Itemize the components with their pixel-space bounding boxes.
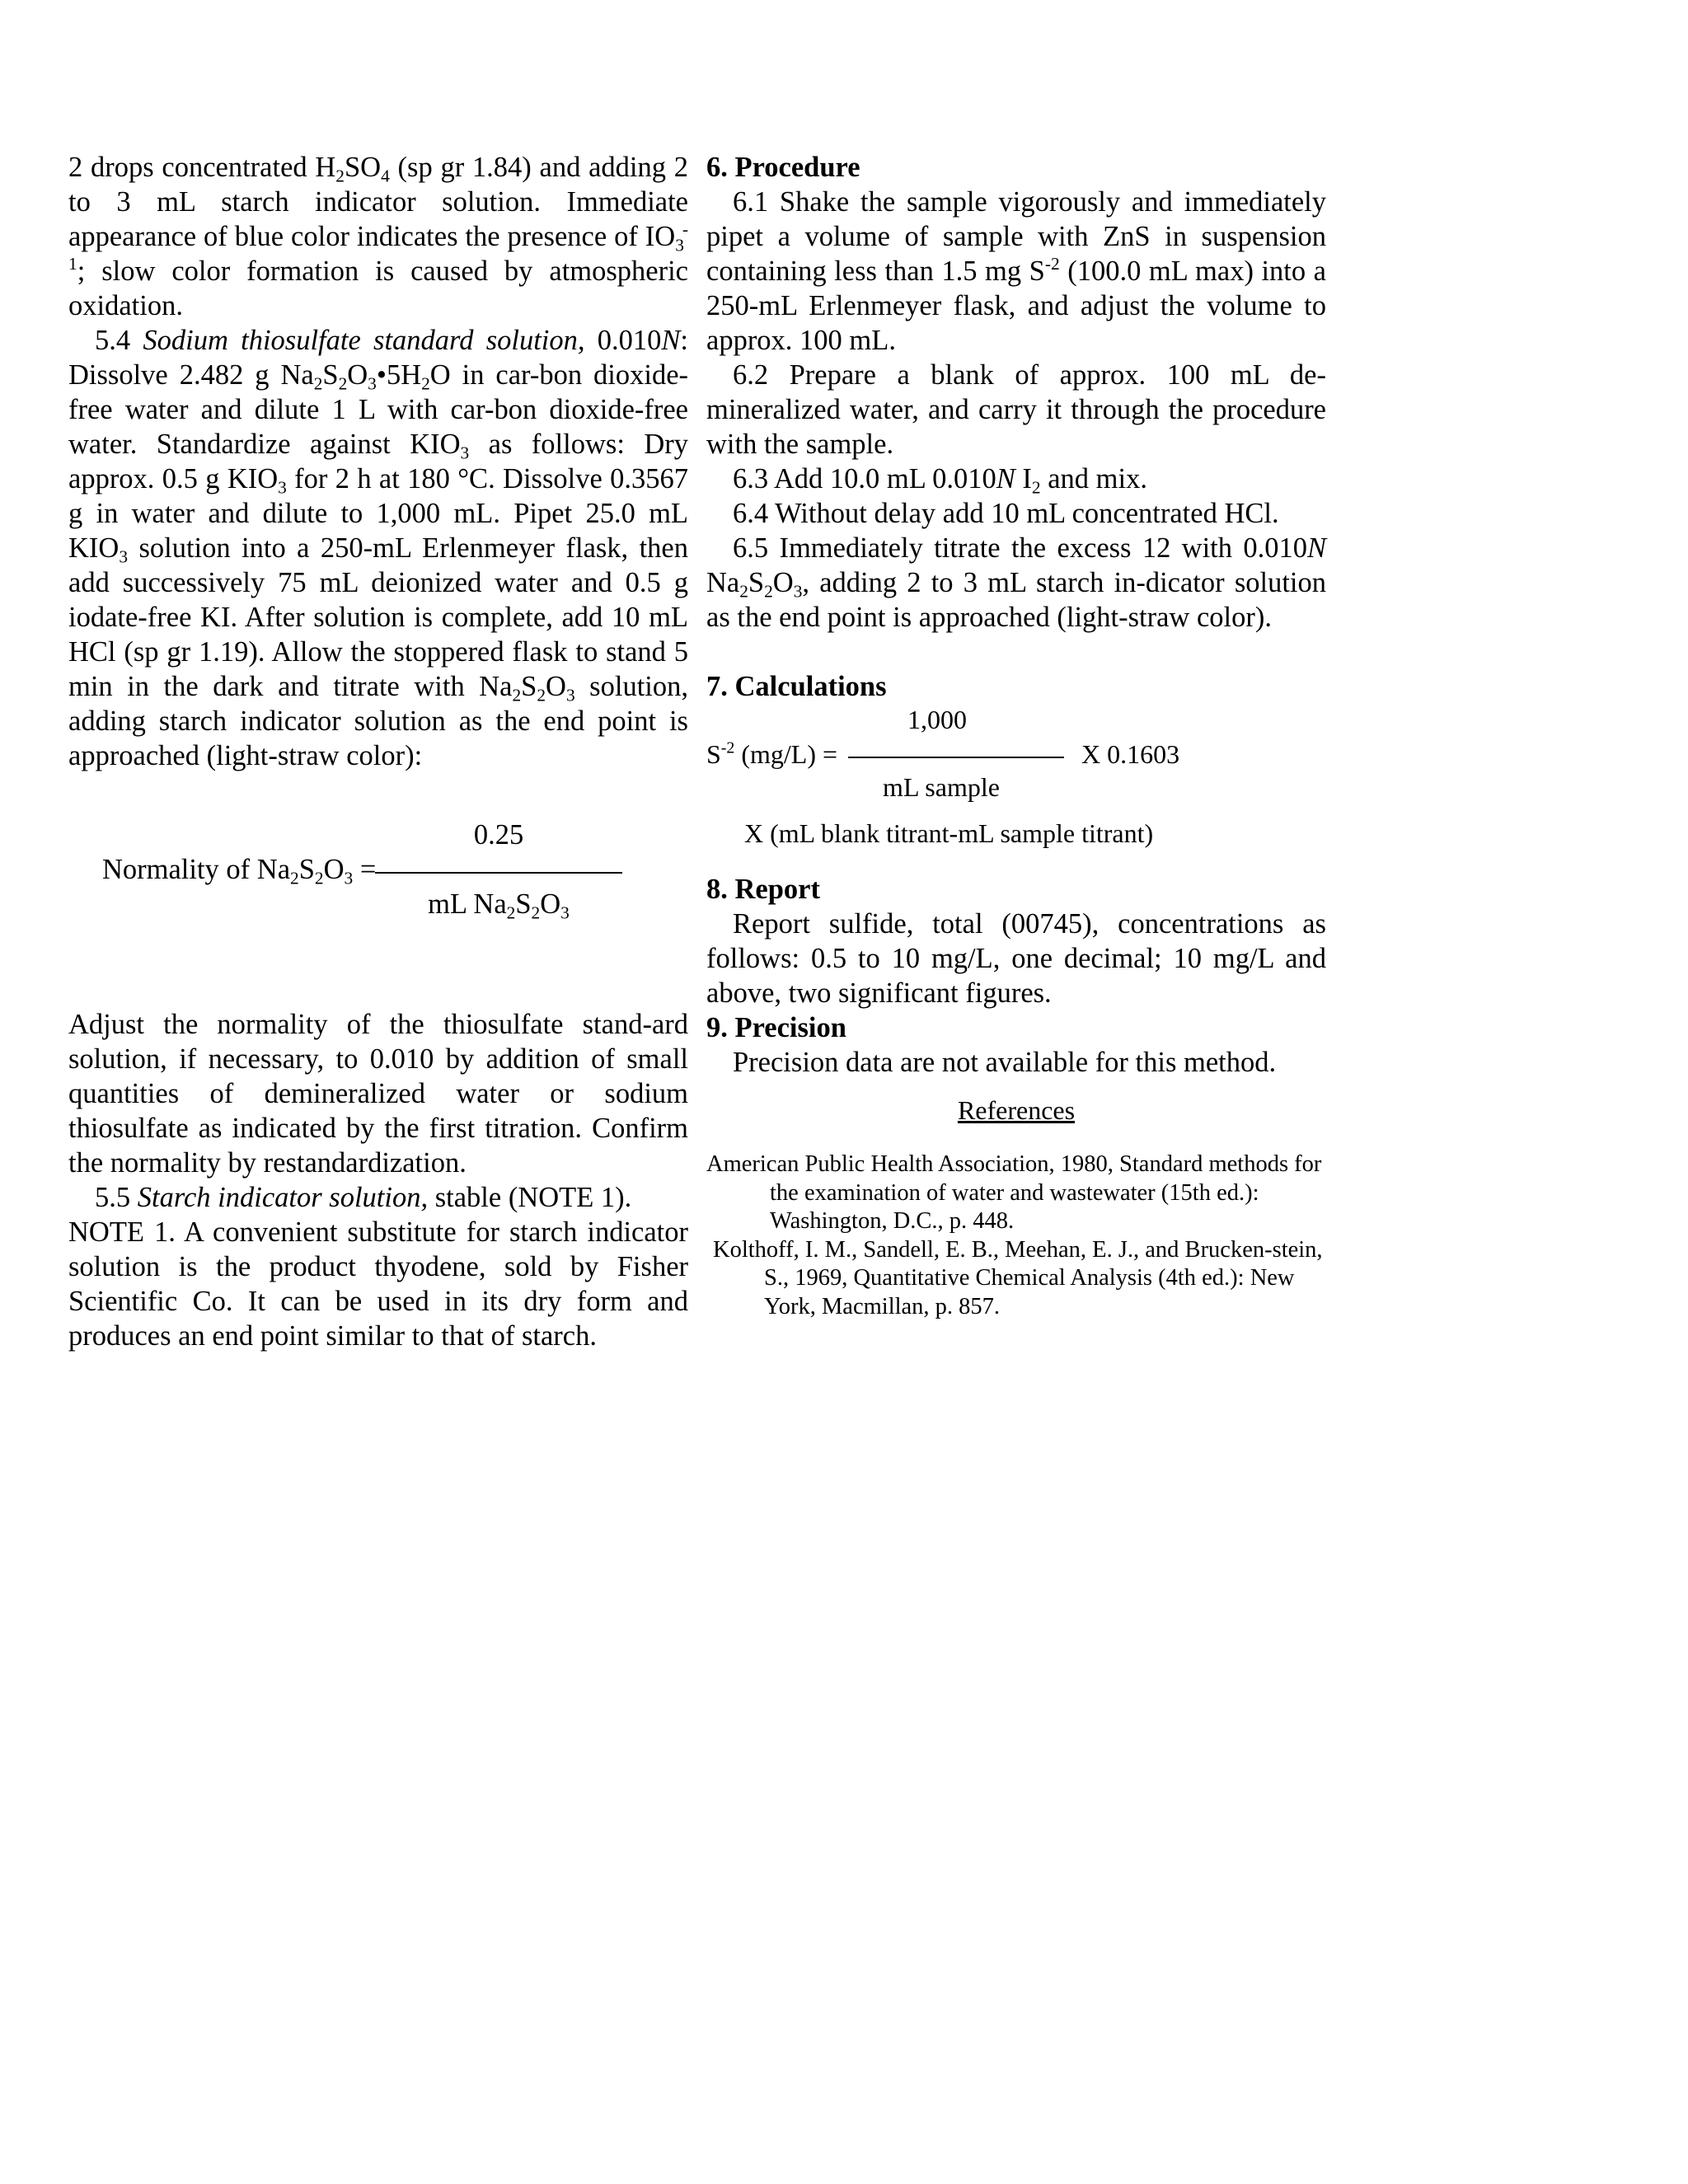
paragraph-adjust-normality: Adjust the normality of the thiosulfate stand-ard solution, if necessary, to 0.010 by addition of small quantities of demineralized water or sodium thiosulfate as indicated by the first titration. Confirm the normality by restandardization. xyxy=(68,1009,688,1179)
equation-label: Normality of $Na_2S_2O_3$ = xyxy=(102,854,377,888)
note-1: NOTE 1. A convenient substitute for starch indicator solution is the product thyodene, sold by Fisher Scientific Co. It can be used in its dry form and produces an end point similar to that of starch. xyxy=(68,1216,688,1352)
paragraph-thiosulfate-standard: 5.4 Sodium thiosulfate standard solution, 0.010N: Dissolve 2.482 g $Na_2S_2O_3•5H_2O$ in car-bon dioxide-free water and dilute 1 L with car-bon dioxide-free water. Standardize against $KIO_3$ as follows: Dry approx. 0.5 g $KIO_3$ for 2 h at 180 °C. Dissolve 0.3567 g in water and dilute to 1,000 mL. Pipet 25.0 mL $KIO_3$ solution into a 250-mL Erlenmeyer flask, then add successively 75 mL deionized water and 0.5 g iodate-free KI. After solution is complete, add 10 mL HCl (sp gr 1.19). Allow the stoppered flask to stand 5 min in the dark and titrate with $Na_2S_2O_3$ solution, adding starch indicator solution as the end point is approached (light-straw color): xyxy=(68,325,689,771)
paragraph-report: Report sulfide, total (00745), concentrations as follows: 0.5 to 10 mg/L, one decimal; 10 mg/L and above, two significant figures. xyxy=(706,908,1326,1009)
heading-references: References xyxy=(957,1095,1076,1125)
heading-report: 8. Report xyxy=(706,874,820,905)
paragraph-starch-indicator: 5.5 Starch indicator solution, stable (NOTE 1). xyxy=(95,1182,632,1213)
heading-precision: 9. Precision xyxy=(706,1012,846,1043)
paragraph-precision: Precision data are not available for this method. xyxy=(733,1047,1277,1078)
fraction-bar xyxy=(375,872,622,874)
left-column xyxy=(68,150,688,1353)
calc-multiplier: X 0.1603 xyxy=(1081,739,1180,769)
calc-second-line: X (mL blank titrant-mL sample titrant) xyxy=(744,818,1154,848)
sulfide-equation xyxy=(706,704,1326,848)
equation-numerator: 0.25 xyxy=(473,819,524,851)
reference-kolthoff: Kolthoff, I. M., Sandell, E. B., Meehan, E. J., and Brucken-stein, S., 1969, Quantitative Chemical Analysis (4th ed.): New York, Macmillan, p. 857. xyxy=(713,1236,1323,1319)
paragraph-6-5: 6.5 Immediately titrate the excess 12 with 0.010N $Na_2S_2O_3$, adding 2 to 3 mL starch in-dicator solution as the end point is approached (light-straw color). xyxy=(706,532,1326,633)
paragraph-6-3: 6.3 Add 10.0 mL 0.010N $I_2$ and mix. xyxy=(733,463,1147,498)
calc-numerator: 1,000 xyxy=(907,705,967,734)
calc-fraction-bar xyxy=(848,757,1064,758)
reference-apha: American Public Health Association, 1980, Standard methods for the examination of water and wastewater (15th ed.): Washington, D.C., p. 448. xyxy=(706,1151,1322,1234)
heading-procedure: 6. Procedure xyxy=(706,152,860,183)
calc-denominator: mL sample xyxy=(883,772,1000,802)
normality-equation xyxy=(68,808,688,946)
paragraph-6-2: 6.2 Prepare a blank of approx. 100 mL de-mineralized water, and carry it through the procedure with the sample. xyxy=(706,359,1326,460)
paragraph-6-1: 6.1 Shake the sample vigorously and immediately pipet a volume of sample with ZnS in suspension containing less than 1.5 mg $S^{-2}$ (100.0 mL max) into a 250-mL Erlenmeyer flask, and adjust the volume to approx. 100 mL. xyxy=(706,186,1326,356)
paragraph-iodate-test: 2 drops concentrated $H_2SO_4$ (sp gr 1.84) and adding 2 to 3 mL starch indicator solution. Immediate appearance of blue color indicates the presence of $IO_3^{-1}$; slow color formation is caused by atmospheric oxidation. xyxy=(68,152,688,321)
paragraph-6-4: 6.4 Without delay add 10 mL concentrated HCl. xyxy=(733,498,1279,529)
calc-label: $S^{-2}$ (mg/L) = xyxy=(706,738,838,769)
heading-calculations: 7. Calculations xyxy=(706,671,887,702)
right-column xyxy=(706,150,1326,1321)
equation-denominator: mL $Na_2S_2O_3$ xyxy=(428,888,570,923)
